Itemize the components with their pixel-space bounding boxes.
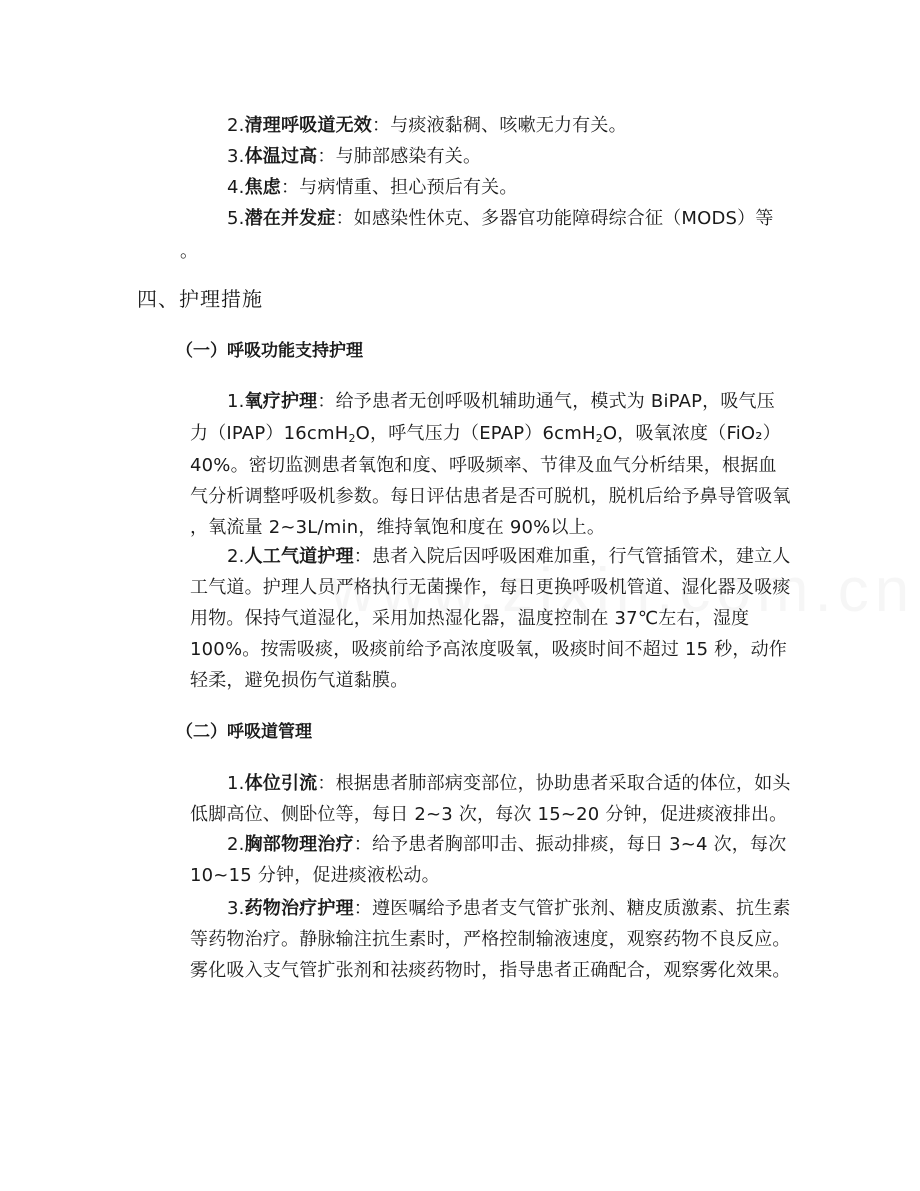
- paragraph-line: [227, 542, 791, 572]
- diagnosis-item-5-tail: 。: [180, 241, 199, 262]
- paragraph-line: 雾化吸入支气管扩张剂和祛痰药物时，指导患者正确配合，观察雾化效果。: [190, 960, 791, 981]
- paragraph-line: 工气道。护理人员严格执行无菌操作，每日更换呼吸机管道、湿化器及吸痰: [190, 577, 791, 598]
- item-term: 人工气道护理: [244, 546, 354, 567]
- item-term: 氧疗护理: [244, 391, 318, 412]
- item-number: 3.: [227, 146, 245, 167]
- item-term: 焦虑: [244, 177, 281, 198]
- item-number: 1.: [227, 773, 245, 794]
- item-number: 5.: [227, 208, 245, 229]
- item-term: 清理呼吸道无效: [244, 115, 372, 136]
- paragraph-line: 40%。密切监测患者氧饱和度、呼吸频率、节律及血气分析结果，根据血: [190, 455, 777, 476]
- paragraph-line: [227, 830, 786, 860]
- subscript: 2: [595, 432, 603, 445]
- subsection-heading-1: （一）呼吸功能支持护理: [176, 341, 363, 361]
- subscript: 2: [348, 432, 356, 445]
- item-text: ：根据患者肺部病变部位，协助患者采取合适的体位，如头: [317, 773, 791, 794]
- item-term: 药物治疗护理: [244, 898, 354, 919]
- subsection-heading-2: （二）呼吸道管理: [176, 722, 312, 742]
- item-text: ：与肺部感染有关。: [317, 146, 482, 167]
- item-number: 4.: [227, 177, 245, 198]
- text-run: O，吸氧浓度（FiO₂）: [602, 423, 781, 444]
- item-text: ：患者入院后因呼吸困难加重，行气管插管术，建立人: [353, 546, 791, 567]
- item-number: 2.: [227, 115, 245, 136]
- paragraph-line: [227, 387, 775, 417]
- item-term: 潜在并发症: [244, 208, 336, 229]
- item-text: ：与痰液黏稠、咳嗽无力有关。: [371, 115, 627, 136]
- item-number: 1.: [227, 391, 245, 412]
- paragraph-line: 等药物治疗。静脉输注抗生素时，严格控制输液速度，观察药物不良反应。: [190, 929, 791, 950]
- paragraph-line: 用物。保持气道湿化，采用加热湿化器，温度控制在 37℃左右，湿度: [190, 608, 750, 629]
- text-run: O，呼气压力（EPAP）6cmH: [355, 423, 596, 444]
- paragraph-line: 轻柔，避免损伤气道黏膜。: [190, 670, 409, 691]
- item-text: ：给予患者无创呼吸机辅助通气，模式为 BiPAP，吸气压: [317, 391, 775, 412]
- paragraph-line: [227, 769, 791, 799]
- paragraph-line: 100%。按需吸痰，吸痰前给予高浓度吸氧，吸痰时间不超过 15 秒，动作: [190, 639, 788, 660]
- text-run: 力（IPAP）16cmH: [190, 423, 349, 444]
- paragraph-line: ，氧流量 2~3L/min，维持氧饱和度在 90%以上。: [190, 517, 606, 538]
- section-heading: 四、护理措施: [137, 287, 263, 311]
- item-text: ：遵医嘱给予患者支气管扩张剂、糖皮质激素、抗生素: [353, 898, 791, 919]
- paragraph-line: [190, 419, 781, 449]
- item-term: 胸部物理治疗: [244, 834, 354, 855]
- paragraph-line: [227, 894, 791, 924]
- diagnosis-item-4: [227, 173, 518, 203]
- diagnosis-item-2: [227, 111, 627, 141]
- item-text: ：如感染性休克、多器官功能障碍综合征（MODS）等: [335, 208, 774, 229]
- paragraph-line: 气分析调整呼吸机参数。每日评估患者是否可脱机，脱机后给予鼻导管吸氧: [190, 486, 791, 507]
- diagnosis-item-3: [227, 142, 481, 172]
- item-text: ：与病情重、担心预后有关。: [280, 177, 518, 198]
- diagnosis-item-5: [227, 204, 774, 234]
- item-number: 2.: [227, 546, 245, 567]
- item-text: ：给予患者胸部叩击、振动排痰，每日 3~4 次，每次: [353, 834, 787, 855]
- paragraph-line: 10~15 分钟，促进痰液松动。: [190, 865, 440, 886]
- item-number: 3.: [227, 898, 245, 919]
- item-term: 体位引流: [244, 773, 318, 794]
- paragraph-line: 低脚高位、侧卧位等，每日 2~3 次，每次 15~20 分钟，促进痰液排出。: [190, 804, 788, 825]
- item-term: 体温过高: [244, 146, 318, 167]
- item-number: 2.: [227, 834, 245, 855]
